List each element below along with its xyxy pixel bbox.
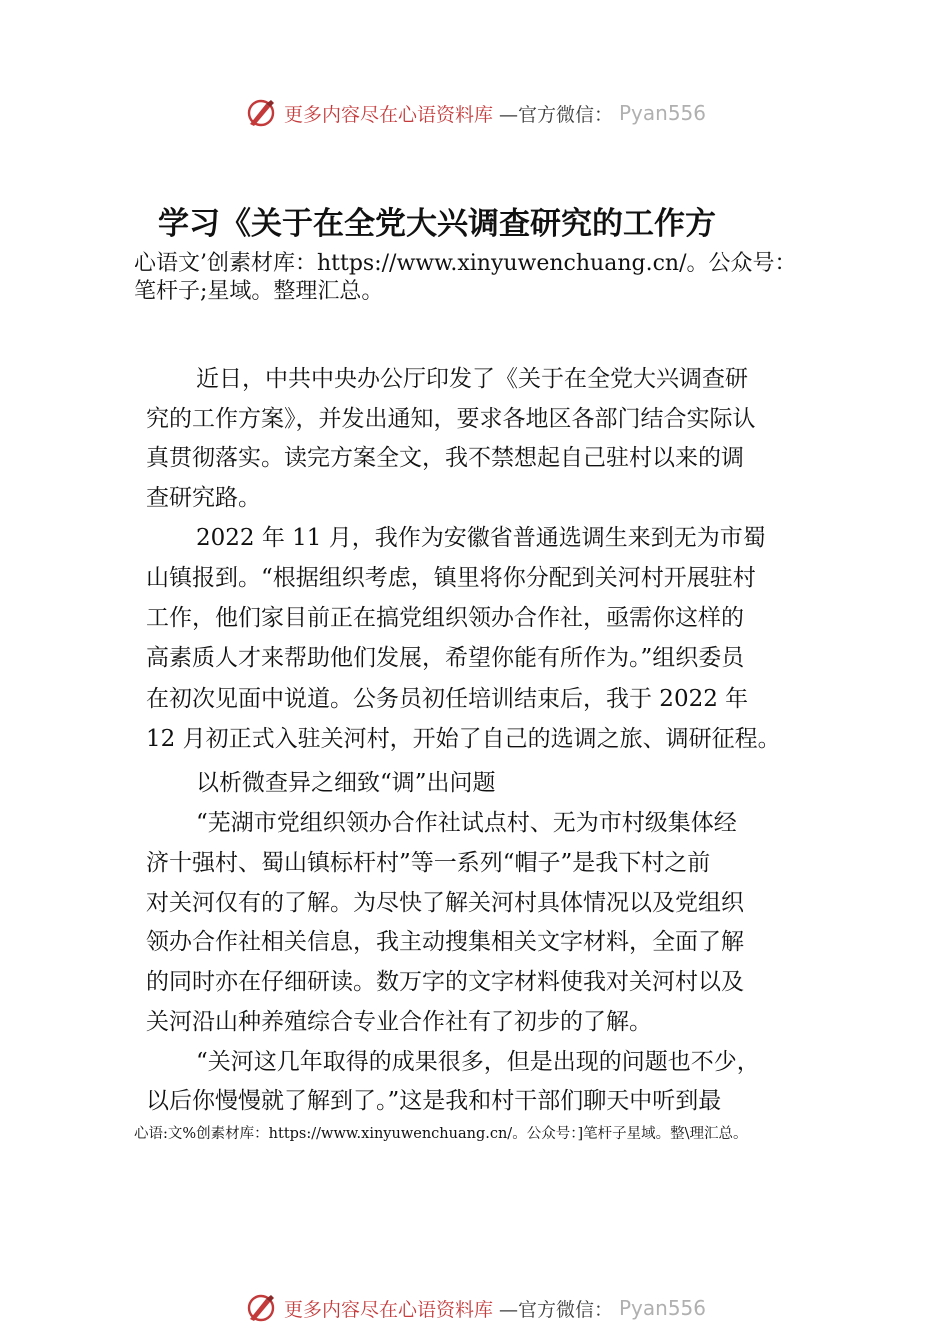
body-line: 12 月初正式入驻关河村，开始了自己的选调之旅、调研征程。 xyxy=(146,726,781,752)
section-heading: 以析微查异之细致“调”出问题 xyxy=(196,770,496,796)
body-line: 关河沿山种养殖综合专业合作社有了初步的了解。 xyxy=(146,1009,652,1035)
body-line: 2022 年 11 月，我作为安徽省普通选调生来到无为市蜀 xyxy=(196,525,766,551)
body-line: 济十强村、蜀山镇标杆村”等一系列“帽子”是我下村之前 xyxy=(146,850,711,876)
body-line: 近日，中共中央办公厅印发了《关于在全党大兴调查研 xyxy=(196,366,748,392)
body-line: 对关河仅有的了解。为尽快了解关河村具体情况以及党组织 xyxy=(146,890,744,916)
pen-circle-logo-icon xyxy=(244,96,278,130)
body-line: 工作，他们家目前正在搞党组织领办合作社，亟需你这样的 xyxy=(146,605,744,631)
bottom-banner xyxy=(0,1291,950,1325)
footer-source-note: 心语:文%创素材库：https://www.xinyuwenchuang.cn/。公众号：]笔杆子星域。整\理汇总。 xyxy=(134,1126,748,1142)
pen-circle-logo-icon xyxy=(244,1291,278,1325)
source-line-2: 笔杆子;星域。整理汇总。 xyxy=(134,279,384,304)
document-title: 学习《关于在全党大兴调查研究的工作方 xyxy=(158,206,716,242)
body-line: 真贯彻落实。读完方案全文，我不禁想起自己驻村以来的调 xyxy=(146,445,744,471)
body-line: 究的工作方案》，并发出通知，要求各地区各部门结合实际认 xyxy=(146,406,756,432)
banner-wechat-id: Pyan556 xyxy=(619,101,707,125)
body-line: 查研究路。 xyxy=(146,485,261,511)
banner-dark-text: —官方微信： xyxy=(498,1298,613,1321)
body-line: “关河这几年取得的成果很多，但是出现的问题也不少， xyxy=(196,1049,760,1075)
body-line: 的同时亦在仔细研读。数万字的文字材料使我对关河村以及 xyxy=(146,969,744,995)
banner-dark-text: —官方微信： xyxy=(498,103,613,126)
body-line: 在初次见面中说道。公务员初任培训结束后，我于 2022 年 xyxy=(146,686,749,712)
body-line: 领办合作社相关信息，我主动搜集相关文字材料，全面了解 xyxy=(146,929,744,955)
body-line: 高素质人才来帮助他们发展，希望你能有所作为。”组织委员 xyxy=(146,645,745,671)
banner-red-text: 更多内容尽在心语资料库 xyxy=(283,103,493,126)
source-line-1: 心语文’创素材库：https://www.xinyuwenchuang.cn/。公众号： xyxy=(134,251,797,276)
banner-wechat-id: Pyan556 xyxy=(619,1296,707,1320)
body-line: “芜湖市党组织领办合作社试点村、无为市村级集体经 xyxy=(196,810,737,836)
body-line: 以后你慢慢就了解到了。”这是我和村干部们聊天中听到最 xyxy=(146,1088,722,1114)
body-line: 山镇报到。“根据组织考虑，镇里将你分配到关河村开展驻村 xyxy=(146,565,756,591)
banner-red-text: 更多内容尽在心语资料库 xyxy=(283,1298,493,1321)
top-banner xyxy=(0,96,950,130)
